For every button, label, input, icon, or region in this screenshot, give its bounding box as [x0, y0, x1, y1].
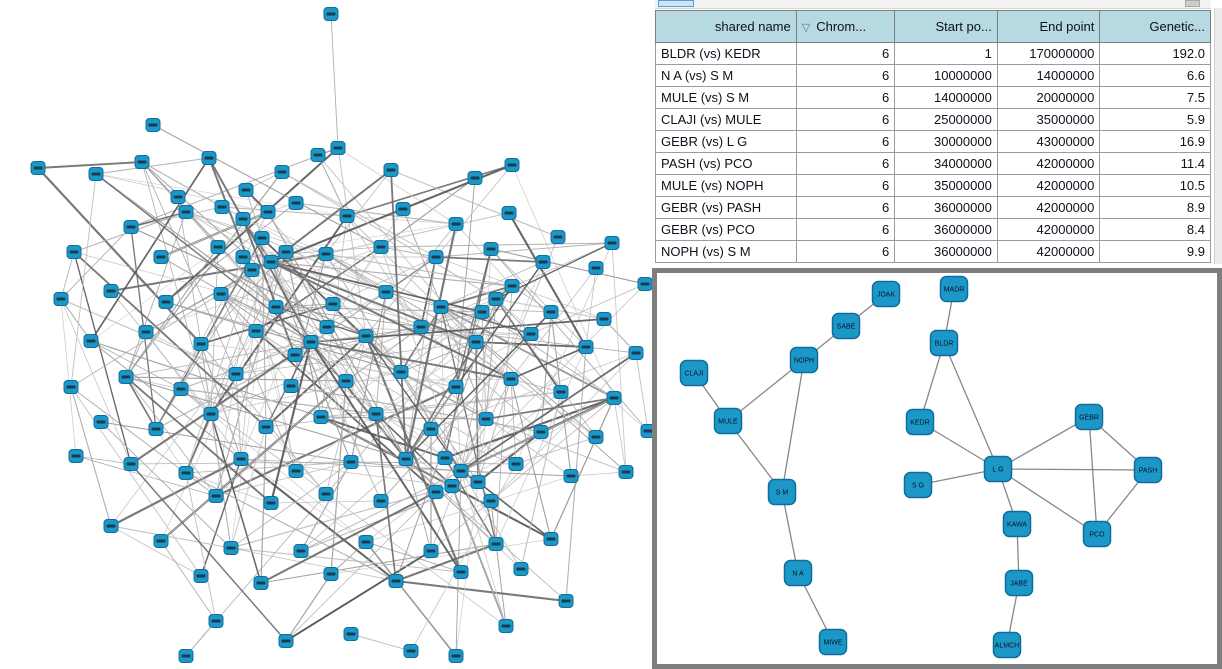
- network-node[interactable]: [94, 416, 108, 429]
- network-node[interactable]: [344, 456, 358, 469]
- cell-genetic[interactable]: 10.5: [1100, 175, 1211, 197]
- node-label: N A: [792, 570, 804, 578]
- network-node[interactable]: [597, 313, 611, 326]
- network-node[interactable]: [84, 335, 98, 348]
- cell-genetic[interactable]: 8.4: [1100, 219, 1211, 241]
- network-edge[interactable]: [406, 459, 566, 601]
- cell-shared-name[interactable]: BLDR (vs) KEDR: [656, 43, 797, 65]
- node-label: SABE: [836, 323, 856, 331]
- network-edge[interactable]: [71, 174, 96, 387]
- network-node[interactable]: [171, 191, 185, 204]
- network-edge[interactable]: [131, 148, 338, 227]
- network-node[interactable]: [324, 8, 338, 21]
- network-node[interactable]: [344, 628, 358, 641]
- network-node[interactable]: [374, 241, 388, 254]
- network-node[interactable]: [424, 545, 438, 558]
- cell-start[interactable]: 25000000: [895, 109, 998, 131]
- cell-genetic[interactable]: 192.0: [1100, 43, 1211, 65]
- network-node[interactable]: [289, 465, 303, 478]
- network-node-JABE[interactable]: [1006, 571, 1033, 596]
- network-node[interactable]: [288, 349, 302, 362]
- node-label: MULE: [718, 418, 738, 426]
- network-node[interactable]: [468, 172, 482, 185]
- network-node[interactable]: [536, 256, 550, 269]
- horizontal-scrollbar-thumb[interactable]: [658, 0, 694, 7]
- network-node[interactable]: [449, 650, 463, 663]
- network-node[interactable]: [64, 381, 78, 394]
- network-node[interactable]: [264, 256, 278, 269]
- network-node[interactable]: [179, 650, 193, 663]
- cell-start[interactable]: 14000000: [895, 87, 998, 109]
- network-node[interactable]: [179, 206, 193, 219]
- table-row[interactable]: [656, 175, 1211, 197]
- table-row[interactable]: [656, 87, 1211, 109]
- network-node[interactable]: [384, 164, 398, 177]
- network-edge[interactable]: [261, 492, 436, 583]
- network-node[interactable]: [641, 425, 652, 438]
- network-node[interactable]: [194, 338, 208, 351]
- network-edge[interactable]: [338, 148, 366, 336]
- network-node[interactable]: [404, 645, 418, 658]
- network-edge[interactable]: [366, 542, 456, 656]
- cell-chromosome[interactable]: 6: [796, 175, 895, 197]
- network-node[interactable]: [279, 246, 293, 259]
- node-label: L G: [992, 466, 1004, 474]
- right-panel: [652, 0, 1222, 669]
- network-edge[interactable]: [61, 299, 76, 456]
- cell-shared-name[interactable]: CLAJI (vs) MULE: [656, 109, 797, 131]
- network-node[interactable]: [544, 306, 558, 319]
- network-node[interactable]: [619, 466, 633, 479]
- network-node[interactable]: [399, 453, 413, 466]
- network-edge[interactable]: [111, 526, 201, 576]
- network-edge-LG-PASH[interactable]: [998, 469, 1148, 470]
- table-row[interactable]: [656, 241, 1211, 263]
- network-node-SM[interactable]: [769, 480, 796, 505]
- cell-shared-name[interactable]: GEBR (vs) L G: [656, 131, 797, 153]
- network-node[interactable]: [245, 264, 259, 277]
- cell-genetic[interactable]: 16.9: [1100, 131, 1211, 153]
- cell-start[interactable]: 34000000: [895, 153, 998, 175]
- cell-end[interactable]: 42000000: [997, 241, 1100, 263]
- network-edge[interactable]: [491, 249, 645, 284]
- network-node[interactable]: [239, 184, 253, 197]
- network-node[interactable]: [534, 426, 548, 439]
- network-node[interactable]: [149, 423, 163, 436]
- node-label: KEDR: [910, 419, 930, 427]
- network-node[interactable]: [254, 577, 268, 590]
- network-edge[interactable]: [496, 299, 596, 437]
- network-node[interactable]: [154, 535, 168, 548]
- network-node[interactable]: [314, 411, 328, 424]
- cell-genetic[interactable]: 7.5: [1100, 87, 1211, 109]
- network-node-LG[interactable]: [985, 457, 1012, 482]
- network-edge-BLDR-LG[interactable]: [944, 343, 998, 469]
- network-node[interactable]: [509, 458, 523, 471]
- node-label: S M: [775, 489, 789, 497]
- node-label: CLAJI: [684, 370, 704, 378]
- cell-end[interactable]: 14000000: [997, 65, 1100, 87]
- network-node[interactable]: [438, 452, 452, 465]
- network-node[interactable]: [638, 278, 652, 291]
- cell-chromosome[interactable]: 6: [796, 153, 895, 175]
- network-node-PCO[interactable]: [1084, 522, 1111, 547]
- network-node[interactable]: [279, 635, 293, 648]
- network-node[interactable]: [499, 620, 513, 633]
- network-node[interactable]: [489, 538, 503, 551]
- network-node[interactable]: [211, 241, 225, 254]
- edge-attribute-table: [655, 10, 1213, 263]
- network-node[interactable]: [124, 221, 138, 234]
- network-node[interactable]: [294, 545, 308, 558]
- network-node-KEDR[interactable]: [907, 410, 934, 435]
- cell-shared-name[interactable]: PASH (vs) PCO: [656, 153, 797, 175]
- network-node[interactable]: [119, 371, 133, 384]
- network-node[interactable]: [284, 380, 298, 393]
- network-edge[interactable]: [456, 419, 486, 656]
- network-node-BLDR[interactable]: [931, 331, 958, 356]
- cell-chromosome[interactable]: 6: [796, 43, 895, 65]
- cell-end[interactable]: 43000000: [997, 131, 1100, 153]
- cell-genetic[interactable]: 11.4: [1100, 153, 1211, 175]
- network-node[interactable]: [414, 321, 428, 334]
- network-node[interactable]: [236, 213, 250, 226]
- network-node[interactable]: [326, 298, 340, 311]
- network-node[interactable]: [359, 536, 373, 549]
- network-node[interactable]: [394, 366, 408, 379]
- network-node[interactable]: [264, 497, 278, 510]
- network-edge[interactable]: [512, 165, 614, 398]
- network-node[interactable]: [331, 142, 345, 155]
- network-node[interactable]: [605, 237, 619, 250]
- network-node[interactable]: [146, 119, 160, 132]
- network-node[interactable]: [454, 566, 468, 579]
- cell-shared-name[interactable]: GEBR (vs) PASH: [656, 197, 797, 219]
- network-node[interactable]: [429, 251, 443, 264]
- network-node[interactable]: [339, 375, 353, 388]
- table-row[interactable]: [656, 65, 1211, 87]
- network-node[interactable]: [551, 231, 565, 244]
- cell-chromosome[interactable]: 6: [796, 65, 895, 87]
- network-node[interactable]: [340, 210, 354, 223]
- table-row[interactable]: [656, 109, 1211, 131]
- node-label: BLDR: [934, 340, 954, 348]
- network-node[interactable]: [89, 168, 103, 181]
- table-row[interactable]: [656, 219, 1211, 241]
- node-label: JOAK: [876, 291, 896, 299]
- cell-end[interactable]: 35000000: [997, 109, 1100, 131]
- cell-genetic[interactable]: 5.9: [1100, 109, 1211, 131]
- network-node[interactable]: [505, 280, 519, 293]
- cell-start[interactable]: 36000000: [895, 197, 998, 219]
- network-node[interactable]: [445, 480, 459, 493]
- node-label: JABE: [1010, 580, 1028, 588]
- cell-shared-name[interactable]: MULE (vs) S M: [656, 87, 797, 109]
- network-node[interactable]: [479, 413, 493, 426]
- network-node[interactable]: [275, 166, 289, 179]
- network-node[interactable]: [261, 206, 275, 219]
- network-node[interactable]: [379, 286, 393, 299]
- network-edge[interactable]: [351, 634, 411, 651]
- network-node[interactable]: [369, 408, 383, 421]
- network-node[interactable]: [234, 453, 248, 466]
- network-node[interactable]: [396, 203, 410, 216]
- network-node[interactable]: [320, 321, 334, 334]
- node-label: NOPH: [793, 357, 815, 365]
- column-header-shared-name[interactable]: shared name: [656, 11, 797, 43]
- cell-start[interactable]: 35000000: [895, 175, 998, 197]
- cell-shared-name[interactable]: N A (vs) S M: [656, 65, 797, 87]
- network-edge[interactable]: [286, 574, 331, 641]
- filter-funnel-icon[interactable]: ▽: [801, 22, 811, 34]
- network-node[interactable]: [589, 262, 603, 275]
- scrollbar-gripper[interactable]: [1185, 0, 1200, 7]
- network-node[interactable]: [359, 330, 373, 343]
- network-node[interactable]: [215, 201, 229, 214]
- table-header-row: [656, 11, 1211, 43]
- network-node[interactable]: [429, 486, 443, 499]
- network-node-PASH[interactable]: [1135, 458, 1162, 483]
- cell-end[interactable]: 42000000: [997, 219, 1100, 241]
- network-edge[interactable]: [396, 581, 566, 601]
- cell-genetic[interactable]: 9.9: [1100, 241, 1211, 263]
- network-node[interactable]: [469, 336, 483, 349]
- network-node-NA[interactable]: [785, 561, 812, 586]
- network-node-ALMCH[interactable]: [994, 633, 1021, 658]
- network-node[interactable]: [607, 392, 621, 405]
- node-label: PASH: [1138, 467, 1158, 475]
- cell-end[interactable]: 42000000: [997, 175, 1100, 197]
- network-node-MULE[interactable]: [715, 409, 742, 434]
- table-row[interactable]: [656, 153, 1211, 175]
- network-node[interactable]: [589, 431, 603, 444]
- column-header-chromosome[interactable]: [796, 11, 895, 43]
- network-node-MIWE[interactable]: [820, 630, 847, 655]
- table-row[interactable]: [656, 43, 1211, 65]
- network-node[interactable]: [194, 570, 208, 583]
- network-node[interactable]: [224, 542, 238, 555]
- node-label: MIWE: [823, 639, 843, 647]
- cell-end[interactable]: 170000000: [997, 43, 1100, 65]
- column-header-end-point[interactable]: End point: [997, 11, 1100, 43]
- network-node[interactable]: [154, 251, 168, 264]
- network-node[interactable]: [209, 615, 223, 628]
- network-node[interactable]: [204, 408, 218, 421]
- network-node[interactable]: [319, 248, 333, 261]
- network-node[interactable]: [374, 495, 388, 508]
- network-edge-GEBR-PCO[interactable]: [1089, 417, 1097, 534]
- cell-end[interactable]: 20000000: [997, 87, 1100, 109]
- network-node[interactable]: [524, 328, 538, 341]
- network-node-SG[interactable]: [905, 473, 932, 498]
- node-label: PCO: [1089, 531, 1105, 539]
- network-node[interactable]: [324, 568, 338, 581]
- network-node[interactable]: [389, 575, 403, 588]
- node-label: MADR: [943, 286, 965, 294]
- node-label: KAWA: [1006, 521, 1028, 529]
- column-header-genetic[interactable]: Genetic...: [1100, 11, 1211, 43]
- filtered-network-panel[interactable]: [652, 268, 1222, 669]
- horizontal-scrollbar-track[interactable]: [655, 0, 1211, 9]
- network-node[interactable]: [214, 288, 228, 301]
- cell-end[interactable]: 42000000: [997, 153, 1100, 175]
- cell-chromosome[interactable]: 6: [796, 219, 895, 241]
- network-edge[interactable]: [71, 387, 216, 496]
- node-label: ALMCH: [994, 642, 1020, 650]
- network-node[interactable]: [475, 306, 489, 319]
- network-node[interactable]: [629, 347, 643, 360]
- node-label: S G: [911, 482, 925, 490]
- network-edge[interactable]: [478, 482, 551, 539]
- network-node[interactable]: [454, 465, 468, 478]
- network-node[interactable]: [554, 386, 568, 399]
- cell-start[interactable]: 36000000: [895, 241, 998, 263]
- table-row[interactable]: [656, 197, 1211, 219]
- network-node[interactable]: [31, 162, 45, 175]
- network-node-NOPH[interactable]: [791, 348, 818, 373]
- network-node[interactable]: [255, 232, 269, 245]
- network-edge[interactable]: [331, 14, 338, 148]
- network-node[interactable]: [202, 152, 216, 165]
- network-edge[interactable]: [511, 379, 516, 464]
- cell-end[interactable]: 42000000: [997, 197, 1100, 219]
- network-edge[interactable]: [153, 125, 381, 247]
- network-node[interactable]: [564, 470, 578, 483]
- network-edge-NOPH-SM[interactable]: [782, 360, 804, 492]
- cell-start[interactable]: 30000000: [895, 131, 998, 153]
- network-node[interactable]: [544, 533, 558, 546]
- cell-chromosome[interactable]: 6: [796, 87, 895, 109]
- table-row[interactable]: [656, 131, 1211, 153]
- network-node[interactable]: [236, 251, 250, 264]
- network-node[interactable]: [104, 520, 118, 533]
- network-node[interactable]: [69, 450, 83, 463]
- network-node[interactable]: [209, 490, 223, 503]
- network-node[interactable]: [579, 341, 593, 354]
- network-node-CLAJI[interactable]: [681, 361, 708, 386]
- network-node[interactable]: [104, 285, 118, 298]
- network-edge[interactable]: [243, 224, 456, 257]
- network-node[interactable]: [489, 293, 503, 306]
- cell-genetic[interactable]: 6.6: [1100, 65, 1211, 87]
- network-node-SABE[interactable]: [833, 314, 860, 339]
- network-node[interactable]: [319, 488, 333, 501]
- cell-chromosome[interactable]: 6: [796, 241, 895, 263]
- network-node[interactable]: [434, 301, 448, 314]
- network-node[interactable]: [504, 373, 518, 386]
- network-node[interactable]: [229, 368, 243, 381]
- network-edge[interactable]: [101, 422, 351, 462]
- cell-shared-name[interactable]: NOPH (vs) S M: [656, 241, 797, 263]
- network-node[interactable]: [159, 296, 173, 309]
- network-node-JOAK[interactable]: [873, 282, 900, 307]
- network-node[interactable]: [67, 246, 81, 259]
- network-node[interactable]: [449, 218, 463, 231]
- cell-genetic[interactable]: 8.9: [1100, 197, 1211, 219]
- network-node[interactable]: [471, 476, 485, 489]
- network-node[interactable]: [502, 207, 516, 220]
- cell-start[interactable]: 36000000: [895, 219, 998, 241]
- network-node[interactable]: [311, 149, 325, 162]
- network-edge[interactable]: [111, 526, 231, 548]
- network-node-KAWA[interactable]: [1004, 512, 1031, 537]
- vertical-scrollbar-track[interactable]: [1214, 8, 1222, 264]
- network-node[interactable]: [484, 243, 498, 256]
- cell-start[interactable]: 1: [895, 43, 998, 65]
- network-node[interactable]: [174, 383, 188, 396]
- network-node[interactable]: [249, 325, 263, 338]
- network-node[interactable]: [124, 458, 138, 471]
- column-header-chromosome-label: Chrom...: [816, 19, 867, 34]
- cell-chromosome[interactable]: 6: [796, 197, 895, 219]
- network-node[interactable]: [289, 197, 303, 210]
- network-node[interactable]: [505, 159, 519, 172]
- network-node[interactable]: [139, 326, 153, 339]
- column-header-start-position[interactable]: Start po...: [895, 11, 998, 43]
- cell-shared-name[interactable]: MULE (vs) NOPH: [656, 175, 797, 197]
- network-edge[interactable]: [271, 501, 381, 503]
- network-node[interactable]: [449, 381, 463, 394]
- cell-shared-name[interactable]: GEBR (vs) PCO: [656, 219, 797, 241]
- cell-start[interactable]: 10000000: [895, 65, 998, 87]
- network-edge[interactable]: [482, 312, 614, 398]
- node-label: GEBR: [1079, 414, 1099, 422]
- network-node[interactable]: [269, 301, 283, 314]
- network-edge[interactable]: [38, 162, 142, 168]
- network-node[interactable]: [259, 421, 273, 434]
- network-node[interactable]: [179, 467, 193, 480]
- network-node[interactable]: [484, 495, 498, 508]
- network-node[interactable]: [424, 423, 438, 436]
- network-node[interactable]: [514, 563, 528, 576]
- network-node[interactable]: [304, 336, 318, 349]
- cell-chromosome[interactable]: 6: [796, 131, 895, 153]
- small-network-svg[interactable]: [657, 273, 1217, 664]
- cell-chromosome[interactable]: 6: [796, 109, 895, 131]
- network-node-GEBR[interactable]: [1076, 405, 1103, 430]
- network-node[interactable]: [135, 156, 149, 169]
- network-edge[interactable]: [61, 227, 131, 299]
- network-node[interactable]: [559, 595, 573, 608]
- network-node[interactable]: [54, 293, 68, 306]
- network-node-MADR[interactable]: [941, 277, 968, 302]
